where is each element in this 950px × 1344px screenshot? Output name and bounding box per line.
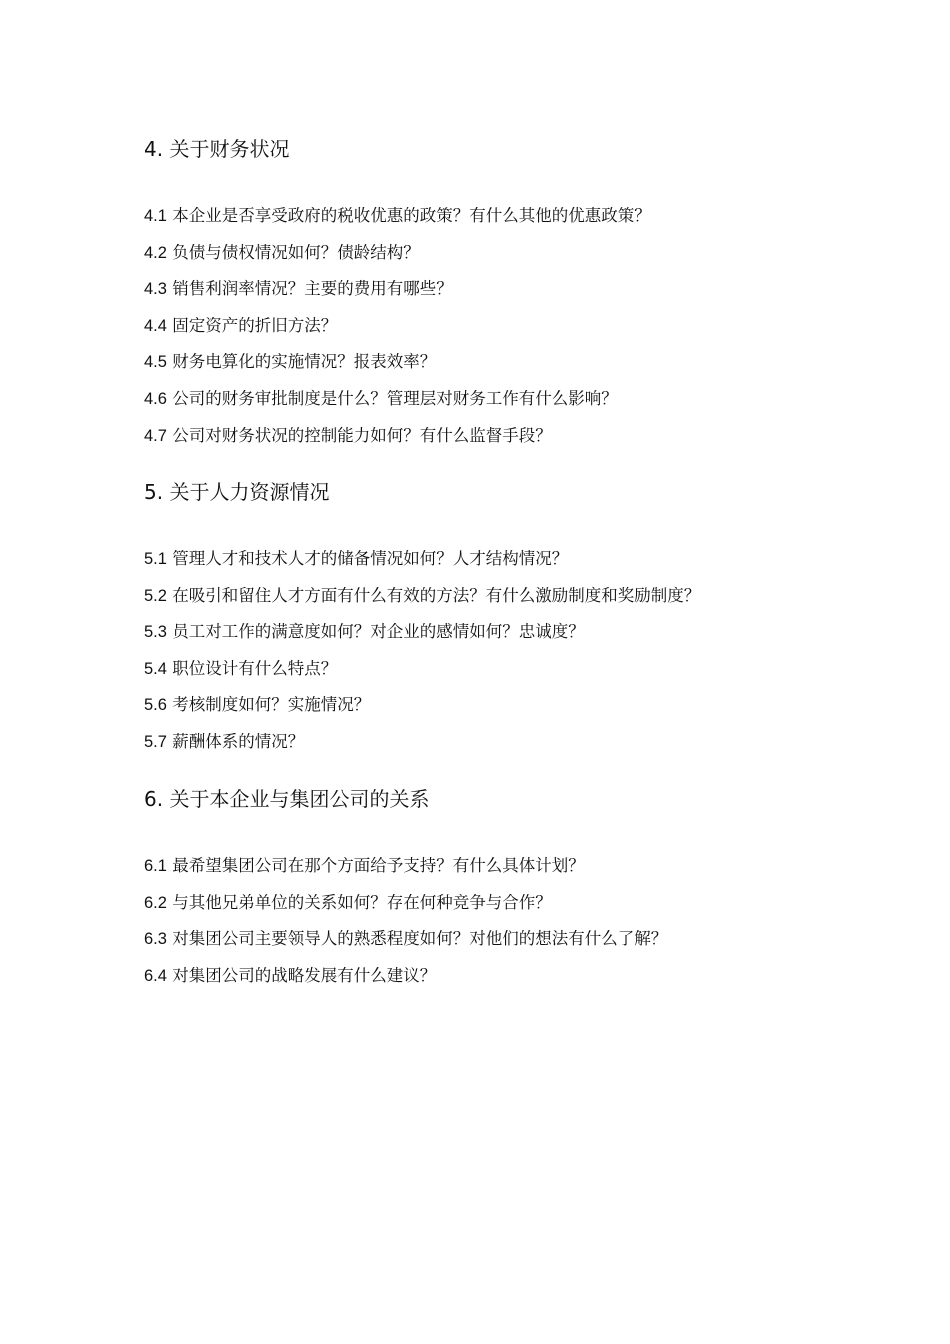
list-item	[144, 958, 844, 995]
item-number: 4.1	[144, 207, 167, 225]
list-item	[144, 235, 844, 272]
list-item	[144, 614, 844, 651]
item-number: 4.5	[144, 353, 167, 372]
item-text: 负债与债权情况如何？债龄结构？	[172, 242, 420, 262]
item-text: 管理人才和技术人才的储备情况如何？人才结构情况？	[172, 549, 569, 568]
list-item	[144, 381, 844, 418]
list-item	[144, 687, 844, 724]
item-number: 5.7	[144, 732, 167, 751]
item-text: 薪酬体系的情况？	[172, 731, 305, 751]
question-list	[144, 198, 844, 454]
item-number: 5.3	[144, 623, 167, 642]
item-text: 与其他兄弟单位的关系如何？存在何种竞争与合作？	[172, 892, 552, 912]
item-number: 5.1	[144, 550, 167, 568]
section-heading: 4. 关于财务状况	[144, 137, 290, 161]
item-text: 考核制度如何？实施情况？	[172, 695, 371, 715]
list-item	[144, 198, 844, 235]
item-number: 6.3	[144, 930, 167, 949]
item-number: 4.3	[144, 280, 167, 299]
item-number: 6.4	[144, 966, 167, 985]
item-text: 固定资产的折旧方法？	[172, 315, 338, 335]
item-number: 4.2	[144, 243, 167, 262]
item-number: 5.4	[144, 659, 167, 678]
section-human-resources	[144, 479, 844, 761]
section-heading: 5. 关于人力资源情况	[144, 480, 330, 504]
item-text: 公司的财务审批制度是什么？管理层对财务工作有什么影响？	[172, 388, 618, 408]
item-number: 4.4	[144, 316, 167, 335]
list-item	[144, 271, 844, 308]
list-item	[144, 578, 844, 615]
item-number: 5.2	[144, 586, 167, 605]
list-item	[144, 848, 844, 885]
list-item	[144, 724, 844, 761]
item-text: 最希望集团公司在那个方面给予支持？有什么具体计划？	[172, 856, 585, 875]
section-group-relations	[144, 786, 844, 994]
section-heading: 6. 关于本企业与集团公司的关系	[144, 787, 430, 811]
list-item	[144, 541, 844, 578]
list-item	[144, 651, 844, 688]
item-text: 对集团公司主要领导人的熟悉程度如何？对他们的想法有什么了解？	[172, 929, 668, 949]
list-item	[144, 308, 844, 345]
item-text: 公司对财务状况的控制能力如何？有什么监督手段？	[172, 425, 552, 445]
list-item	[144, 344, 844, 381]
question-list	[144, 541, 844, 761]
section-financial	[144, 136, 844, 454]
list-item	[144, 885, 844, 922]
question-list	[144, 848, 844, 994]
item-number: 4.7	[144, 426, 167, 445]
item-text: 本企业是否享受政府的税收优惠的政策？有什么其他的优惠政策？	[172, 206, 651, 225]
list-item	[144, 418, 844, 455]
item-text: 职位设计有什么特点？	[172, 658, 338, 678]
item-number: 6.2	[144, 893, 167, 912]
item-number: 4.6	[144, 389, 167, 408]
item-number: 5.6	[144, 696, 167, 715]
list-item	[144, 921, 844, 958]
item-text: 销售利润率情况？主要的费用有哪些？	[172, 279, 453, 299]
item-number: 6.1	[144, 857, 167, 875]
item-text: 员工对工作的满意度如何？对企业的感情如何？忠诚度？	[172, 622, 585, 642]
item-text: 财务电算化的实施情况？报表效率？	[172, 352, 437, 372]
item-text: 对集团公司的战略发展有什么建议？	[172, 965, 437, 985]
item-text: 在吸引和留住人才方面有什么有效的方法？有什么激励制度和奖励制度？	[172, 585, 701, 605]
